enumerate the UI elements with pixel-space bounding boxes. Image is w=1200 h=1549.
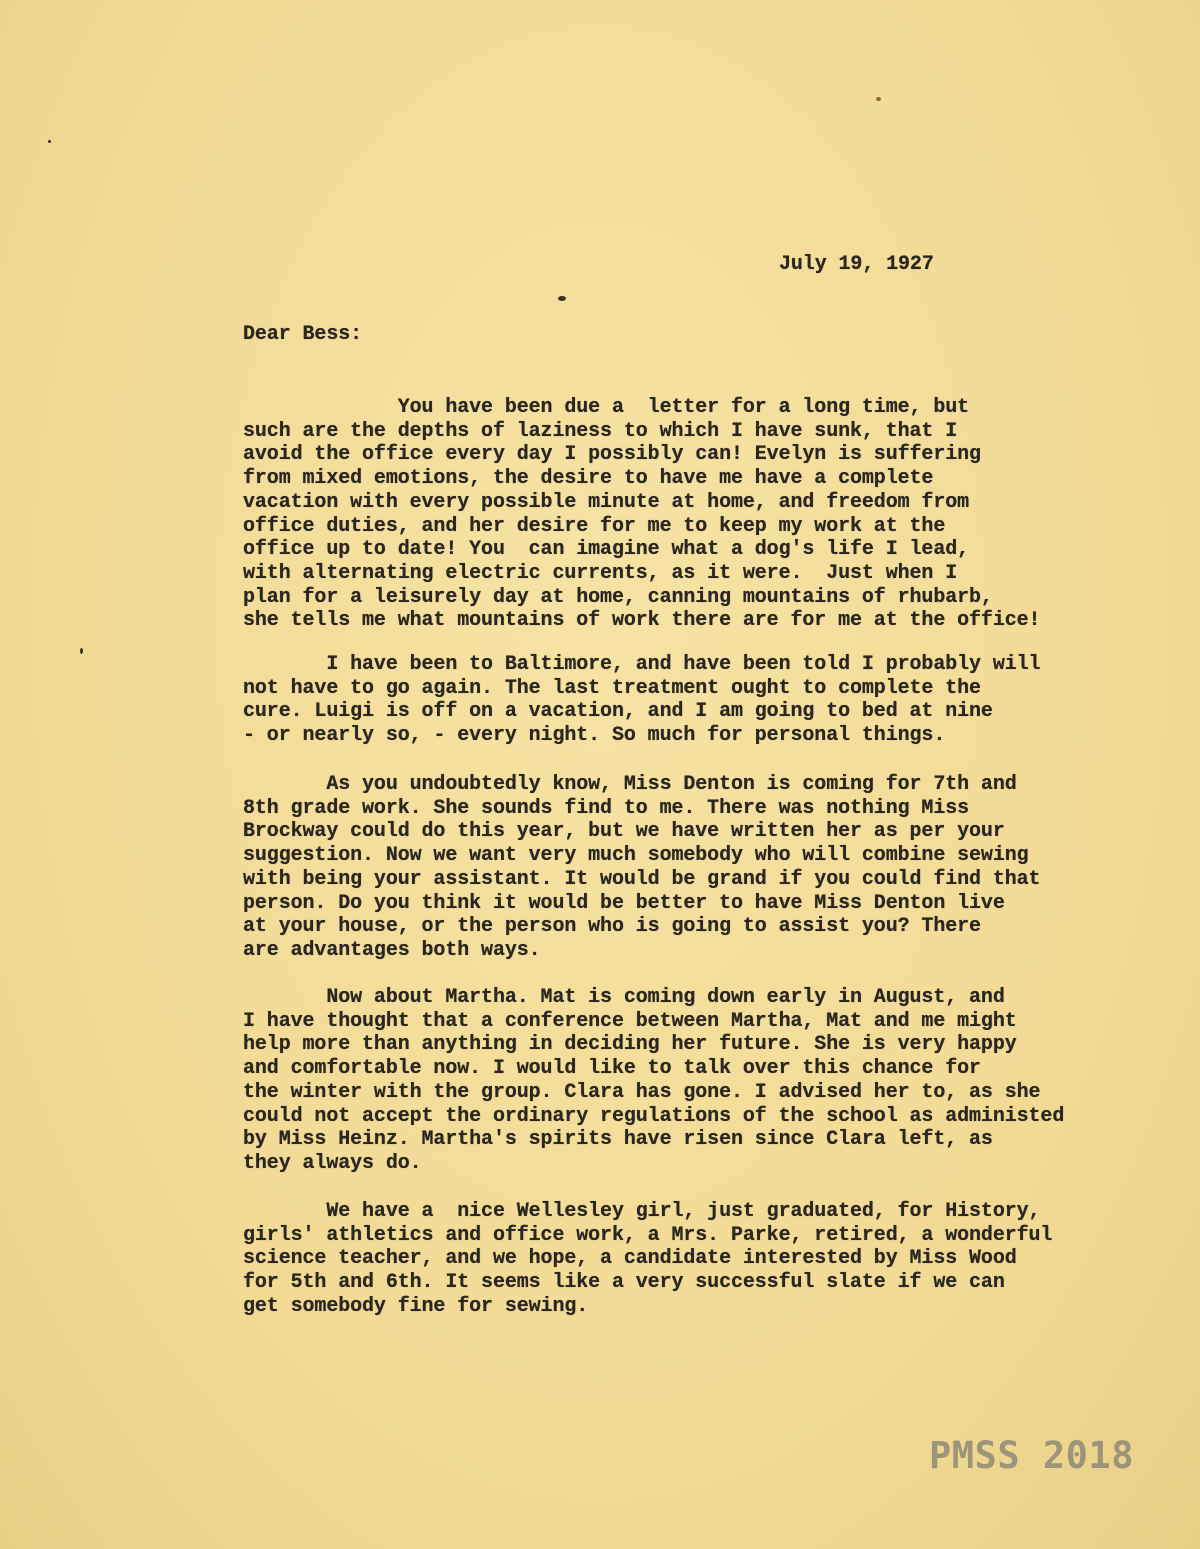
paragraph-2: [243, 653, 1040, 748]
text-line: science teacher, and we hope, a candidate interested by Miss Wood: [243, 1247, 1017, 1271]
text-line: I have been to Baltimore, and have been told I probably will: [243, 653, 1041, 676]
letter-date: July 19, 1927: [779, 253, 934, 276]
text-line: help more than anything in deciding her future. She is very happy: [243, 1033, 1017, 1057]
text-line: they always do.: [243, 1151, 422, 1175]
text-line: As you undoubtedly know, Miss Denton is coming for 7th and: [243, 773, 1017, 796]
text-line: Brockway could do this year, but we have written her as per your: [243, 820, 1005, 844]
text-line: by Miss Heinz. Martha's spirits have risen since Clara left, as: [243, 1128, 993, 1152]
text-line: I have thought that a conference between Martha, Mat and me might: [243, 1009, 1017, 1033]
text-line: and comfortable now. I would like to talk over this chance for: [243, 1057, 981, 1081]
paragraph-5: [243, 1200, 1052, 1319]
text-line: suggestion. Now we want very much somebody who will combine sewing: [243, 844, 1029, 868]
salutation: Dear Bess:: [243, 323, 363, 346]
paper-speck: [558, 296, 566, 301]
text-line: from mixed emotions, the desire to have me have a complete: [243, 467, 934, 491]
paper-speck: [48, 140, 51, 143]
text-line: girls' athletics and office work, a Mrs. Parke, retired, a wonderful: [243, 1223, 1053, 1247]
text-line: at your house, or the person who is going to assist you? There: [243, 915, 981, 939]
text-line: such are the depths of laziness to which I have sunk, that I: [243, 419, 958, 443]
paragraph-1: [243, 396, 1040, 633]
text-line: 8th grade work. She sounds find to me. There was nothing Miss: [243, 796, 970, 820]
text-line: person. Do you think it would be better to have Miss Denton live: [243, 891, 1005, 915]
text-line: she tells me what mountains of work there are for me at the office!: [243, 609, 1041, 633]
text-line: office duties, and her desire for me to keep my work at the: [243, 514, 946, 538]
text-line: cure. Luigi is off on a vacation, and I am going to bed at nine: [243, 700, 993, 724]
text-line: We have a nice Wellesley girl, just graduated, for History,: [243, 1200, 1041, 1223]
text-line: - or nearly so, - every night. So much for personal things.: [243, 724, 946, 748]
archive-watermark: PMSS 2018: [929, 1434, 1134, 1477]
text-line: are advantages both ways.: [243, 938, 541, 962]
text-line: plan for a leisurely day at home, canning mountains of rhubarb,: [243, 585, 993, 609]
text-line: could not accept the ordinary regulations of the school as administed: [243, 1104, 1065, 1128]
text-line: avoid the office every day I possibly can! Evelyn is suffering: [243, 443, 981, 467]
text-line: the winter with the group. Clara has gone. I advised her to, as she: [243, 1080, 1041, 1104]
text-line: vacation with every possible minute at home, and freedom from: [243, 490, 970, 514]
text-line: get somebody fine for sewing.: [243, 1294, 589, 1318]
paper-speck: [876, 97, 881, 101]
text-line: for 5th and 6th. It seems like a very successful slate if we can: [243, 1271, 1005, 1295]
paragraph-3: [243, 773, 1040, 963]
paper-speck: [80, 648, 83, 654]
text-line: with alternating electric currents, as it were. Just when I: [243, 561, 958, 585]
paragraph-4: [243, 986, 1064, 1176]
text-line: with being your assistant. It would be grand if you could find that: [243, 867, 1041, 891]
text-line: You have been due a letter for a long time, but: [243, 396, 970, 419]
text-line: Now about Martha. Mat is coming down early in August, and: [243, 986, 1005, 1009]
text-line: not have to go again. The last treatment ought to complete the: [243, 676, 981, 700]
text-line: office up to date! You can imagine what a dog's life I lead,: [243, 538, 970, 562]
